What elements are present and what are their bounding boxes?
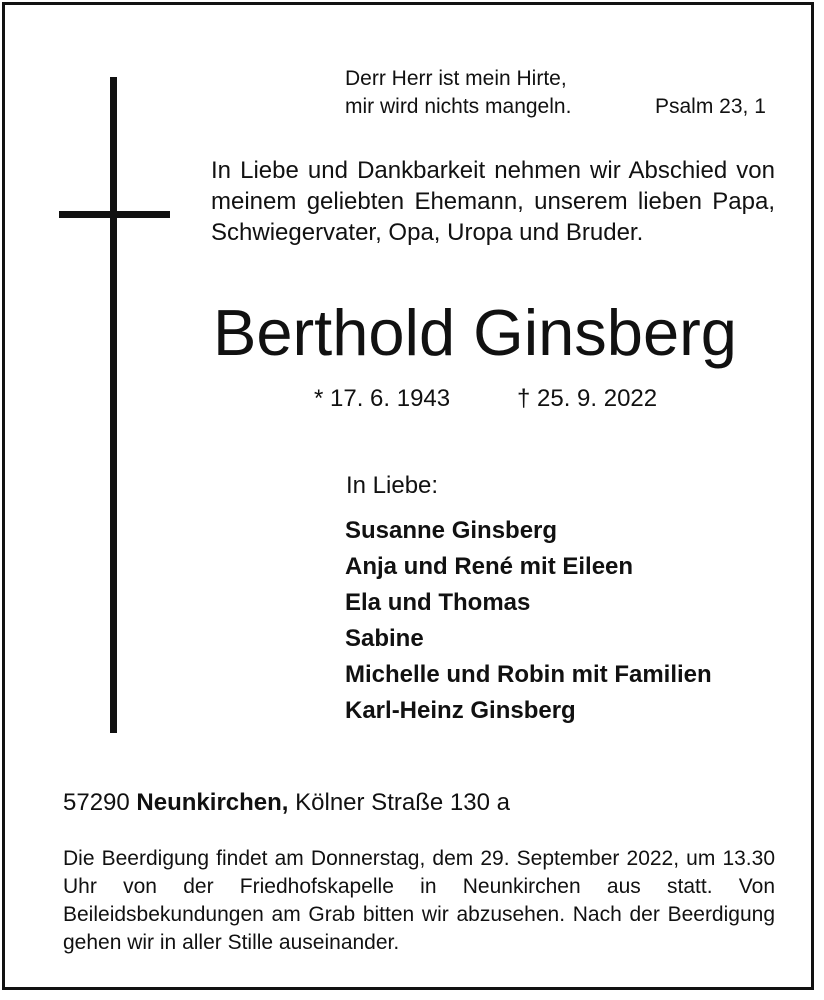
verse-line-2: mir wird nichts mangeln. — [345, 95, 572, 118]
mourner-name: Ela und Thomas — [345, 589, 531, 616]
cross-icon — [110, 77, 117, 733]
address-postcode: 57290 — [63, 789, 130, 816]
funeral-notice: Die Beerdigung findet am Donnerstag, dem 29. September 2022, um 13.30 Uhr von der Friedhofskapelle in Neunkirchen aus statt. Von Beileidsbekundungen am Grab bitten wir abzusehen. Nach der Beerdigung gehen wir in aller Stille auseinander. — [63, 847, 775, 954]
intro-text: In Liebe und Dankbarkeit nehmen wir Abschied von meinem geliebten Ehemann, unserem lieben Papa, Schwiegervater, Opa, Uropa und Bruder. — [211, 157, 775, 246]
birth-date: * 17. 6. 1943 — [314, 385, 451, 412]
mourner-name: Susanne Ginsberg — [345, 517, 558, 544]
deceased-name: Berthold Ginsberg — [213, 296, 737, 369]
death-date: † 25. 9. 2022 — [517, 385, 658, 412]
mourner-name: Michelle und Robin mit Familien — [345, 661, 712, 688]
mourner-name: Sabine — [345, 625, 424, 652]
bible-verse — [345, 65, 775, 121]
mourner-name: Karl-Heinz Ginsberg — [345, 697, 576, 724]
cross-icon-crossbar — [59, 211, 170, 218]
address-street: Kölner Straße 130 a — [295, 789, 510, 816]
verse-reference: Psalm 23, 1 — [655, 95, 766, 118]
mourners-heading: In Liebe: — [346, 472, 439, 499]
obituary-frame — [2, 2, 814, 990]
address — [63, 787, 510, 819]
verse-line-1: Derr Herr ist mein Hirte, — [345, 67, 567, 90]
address-town: Neunkirchen, — [136, 789, 289, 816]
mourners-list — [345, 513, 712, 729]
mourner-name: Anja und René mit Eileen — [345, 553, 634, 580]
